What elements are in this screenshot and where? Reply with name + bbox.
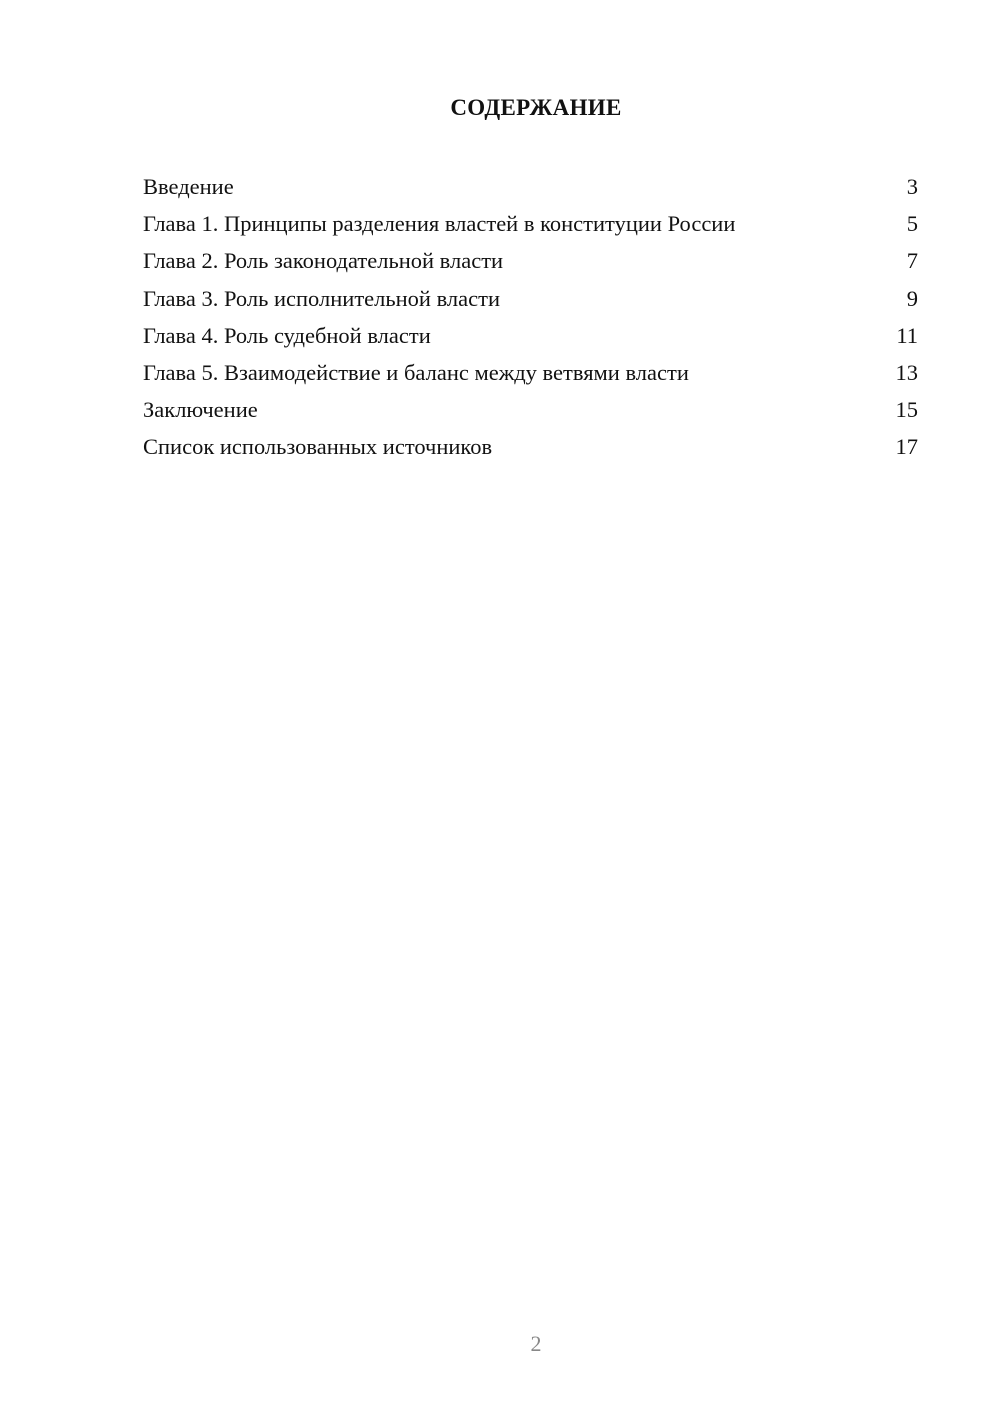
- toc-entry-label: Глава 2. Роль законодательной власти: [143, 248, 504, 274]
- toc-entry-label: Глава 1. Принципы разделения властей в конституции России: [143, 211, 736, 237]
- toc-entry-page: 15: [895, 397, 918, 423]
- toc-entry: [143, 354, 918, 391]
- toc-entry-page: 7: [906, 248, 918, 274]
- toc-entry-label: Введение: [143, 174, 234, 199]
- toc-entry: [143, 391, 918, 428]
- toc-entry-page: 9: [906, 285, 918, 311]
- toc-entry: [143, 205, 918, 242]
- toc-entry-page: 17: [895, 434, 918, 460]
- toc-entry-page: 5: [906, 211, 918, 237]
- toc-entry-label: Заключение: [143, 397, 258, 423]
- toc-entry: [143, 168, 918, 205]
- toc-entry-label: Глава 3. Роль исполнительной власти: [143, 285, 500, 311]
- toc-entry: [143, 242, 918, 279]
- toc-entry-label: Глава 4. Роль судебной власти: [143, 322, 431, 348]
- toc-entry: [143, 428, 918, 465]
- toc-entry-label: Список использованных источников: [143, 434, 493, 460]
- toc-entry-page: 13: [895, 359, 918, 385]
- page-title: СОДЕРЖАНИЕ: [450, 95, 622, 120]
- toc-entry-page: 11: [896, 322, 918, 348]
- toc-entry-page: 3: [906, 174, 918, 199]
- toc-entry: [143, 317, 918, 354]
- toc-entry-label: Глава 5. Взаимодействие и баланс между ветвями власти: [143, 359, 689, 385]
- table-of-contents: [143, 168, 918, 466]
- toc-entry: [143, 280, 918, 317]
- page-number: 2: [530, 1331, 542, 1356]
